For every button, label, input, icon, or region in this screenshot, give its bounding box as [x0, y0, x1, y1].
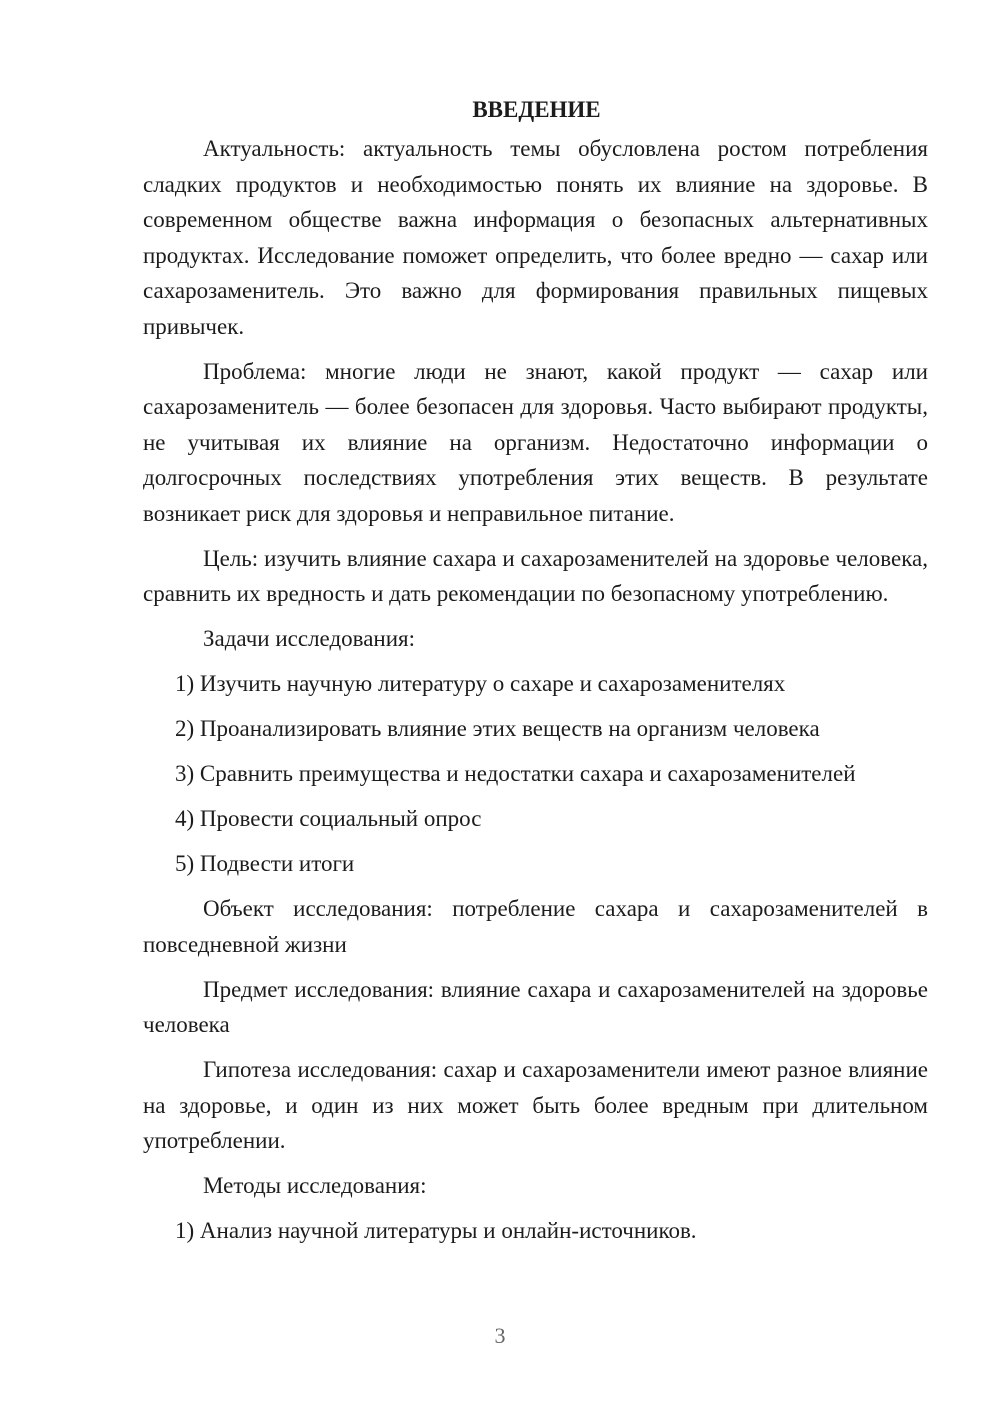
methods-heading: Методы исследования: — [203, 1173, 427, 1198]
hypothesis-paragraph: Гипотеза исследования: сахар и сахарозаменители имеют разное влияние на здоровье, и один из них может быть более вредным при длительном употреблении. — [143, 1057, 928, 1153]
tasks-heading: Задачи исследования: — [203, 626, 416, 651]
problem-paragraph: Проблема: многие люди не знают, какой продукт — сахар или сахарозаменитель — более безопасен для здоровья. Часто выбирают продукты, не учитывая их влияние на организм. Недостаточно информации о долгосрочных последствиях употребления этих веществ. В результате возникает риск для здоровья и неправильное питание. — [143, 358, 928, 526]
method-item-1: 1) Анализ научной литературы и онлайн-источников. — [175, 1218, 697, 1243]
tasks-list — [143, 666, 928, 882]
task-item-1: 1) Изучить научную литературу о сахаре и сахарозаменителях — [175, 671, 786, 696]
subject-paragraph: Предмет исследования: влияние сахара и сахарозаменителей на здоровье человека — [143, 976, 928, 1037]
page-number: 3 — [494, 1323, 506, 1348]
task-item-3: 3) Сравнить преимущества и недостатки сахара и сахарозаменителей — [175, 761, 856, 786]
task-item-5: 5) Подвести итоги — [175, 851, 355, 876]
task-item-4: 4) Провести социальный опрос — [175, 806, 482, 831]
relevance-paragraph: Актуальность: актуальность темы обусловлена ростом потребления сладких продуктов и необходимостью понять их влияние на здоровье. В современном обществе важна информация о безопасных альтернативных продуктах. Исследование поможет определить, что более вредно — сахар или сахарозаменитель. Это важно для формирования правильных пищевых привычек. — [143, 136, 928, 339]
goal-paragraph: Цель: изучить влияние сахара и сахарозаменителей на здоровье человека, сравнить их вредность и дать рекомендации по безопасному употреблению. — [143, 545, 928, 606]
methods-list — [143, 1213, 928, 1249]
document-page — [143, 92, 928, 1258]
task-item-2: 2) Проанализировать влияние этих веществ на организм человека — [175, 716, 820, 741]
section-title: ВВЕДЕНИЕ — [472, 97, 601, 122]
object-paragraph: Объект исследования: потребление сахара и сахарозаменителей в повседневной жизни — [143, 896, 928, 957]
